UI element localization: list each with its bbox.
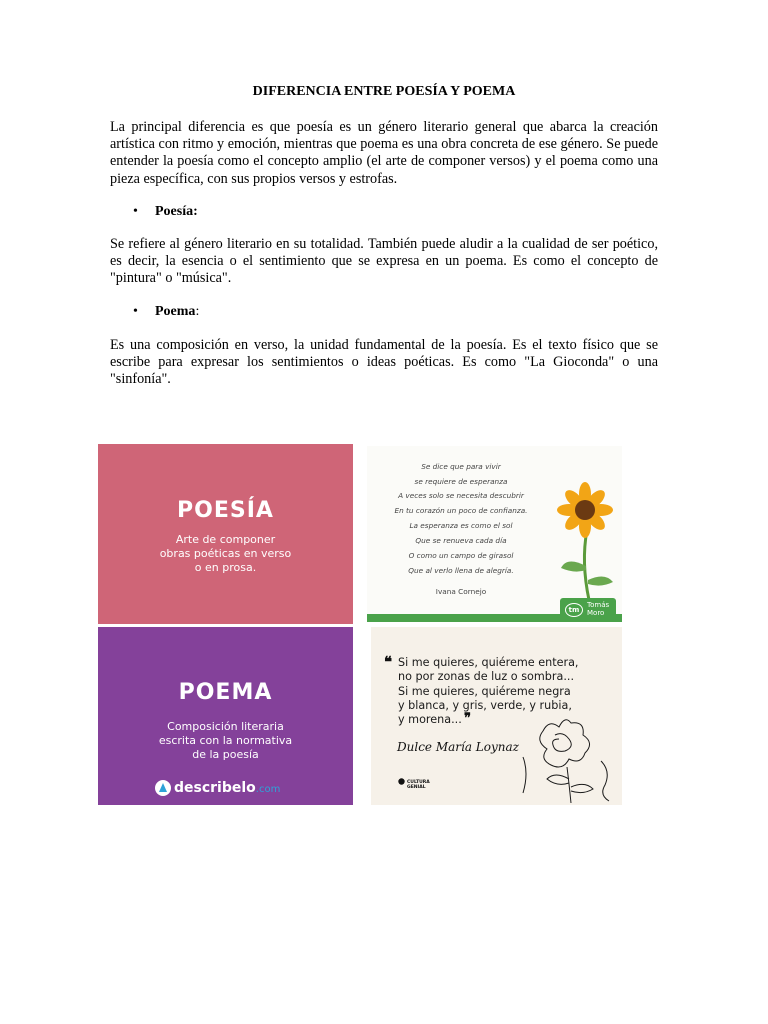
- brand-suffix: .com: [255, 784, 281, 795]
- describelo-brand: [174, 780, 280, 796]
- cultura-genial-logo-icon: [398, 778, 405, 785]
- sunflower-poem-image: [367, 446, 622, 622]
- loynaz-line: Si me quieres, quiéreme negra: [398, 685, 571, 698]
- sun-poem-author: Ivana Cornejo: [435, 587, 487, 596]
- bullet-poema: [133, 304, 199, 320]
- poesia-card-line: obras poéticas en verso: [159, 547, 292, 560]
- brand-name: describelo: [174, 780, 256, 796]
- poesia-card-title: POESÍA: [177, 498, 274, 523]
- publisher-mark: [407, 780, 430, 790]
- bullet-heading: Poema: [155, 304, 196, 319]
- loynaz-signature: Dulce María Loynaz: [397, 740, 519, 754]
- poema-card-line: escrita con la normativa: [158, 734, 293, 747]
- tm-logo-icon: tm: [565, 603, 583, 617]
- poema-card-image: [98, 627, 353, 805]
- sun-poem-line: En tu corazón un poco de confianza.: [394, 506, 528, 515]
- loynaz-poem-image: [371, 627, 622, 805]
- sun-poem-line: Que al verlo llena de alegría.: [408, 566, 514, 575]
- sun-poem-line: Se dice que para vivir: [421, 462, 501, 471]
- publisher-line: GENIAL: [407, 785, 426, 790]
- loynaz-line: Si me quieres, quiéreme entera,: [398, 656, 579, 669]
- poesia-card-image: [98, 444, 353, 624]
- poema-card-title: POEMA: [178, 680, 273, 705]
- loynaz-line: y blanca, y gris, verde, y rubia,: [398, 699, 572, 712]
- badge-line: Tomás: [587, 601, 610, 609]
- poesia-card-line: Arte de componer: [175, 533, 276, 546]
- sun-poem-line: O como un campo de girasol: [408, 551, 514, 560]
- tomas-moro-badge: [560, 598, 616, 620]
- poesia-card-line: o en prosa.: [194, 561, 257, 574]
- bullet-dot: •: [133, 204, 138, 219]
- poema-card-line: Composición literaria: [167, 720, 284, 733]
- document-title: DIFERENCIA ENTRE POESÍA Y POEMA: [252, 84, 516, 99]
- sun-poem-line: se requiere de esperanza: [414, 477, 508, 486]
- line-art-flower-icon: [519, 713, 619, 805]
- loynaz-line: y morena...: [398, 713, 462, 726]
- poema-card-line: de la poesía: [192, 748, 259, 761]
- poesia-paragraph: Se refiere al género literario en su totalidad. También puede aludir a la cualidad de ser poético, es decir, la esencia o el sentimiento que se expresa en un poema. Es como el concepto de "pintura" o "música".: [110, 236, 658, 287]
- publisher-line: CULTURA: [407, 780, 430, 785]
- bullet-dot: •: [133, 304, 138, 319]
- bullet-heading: Poesía:: [155, 204, 198, 219]
- sun-poem-line: Que se renueva cada día: [415, 536, 507, 545]
- badge-line: Moro: [587, 609, 605, 617]
- sun-poem-line: A veces solo se necesita descubrir: [398, 491, 524, 500]
- close-quote-icon: ❞: [464, 711, 471, 726]
- sun-poem-line: La esperanza es como el sol: [409, 521, 513, 530]
- poema-paragraph: Es una composición en verso, la unidad fundamental de la poesía. Es el texto físico que se escribe para expresar los sentimientos o ideas poéticas. Es como "La Gioconda" o una "sinfonía".: [110, 337, 658, 388]
- open-quote-icon: ❝: [384, 653, 393, 671]
- describelo-logo-icon: [155, 780, 171, 796]
- bullet-heading-colon: :: [195, 304, 200, 319]
- bullet-poesia: [133, 204, 198, 220]
- sunflower-icon: [553, 482, 619, 602]
- intro-paragraph: La principal diferencia es que poesía es un género literario general que abarca la creación artística con ritmo y emoción, mientras que poema es una obra concreta de ese género. Se puede entender la poesía como el concepto amplio (el arte de componer versos) y el poema como una pieza específica, con sus propios versos y estrofas.: [110, 119, 658, 187]
- loynaz-line: no por zonas de luz o sombra...: [398, 670, 575, 683]
